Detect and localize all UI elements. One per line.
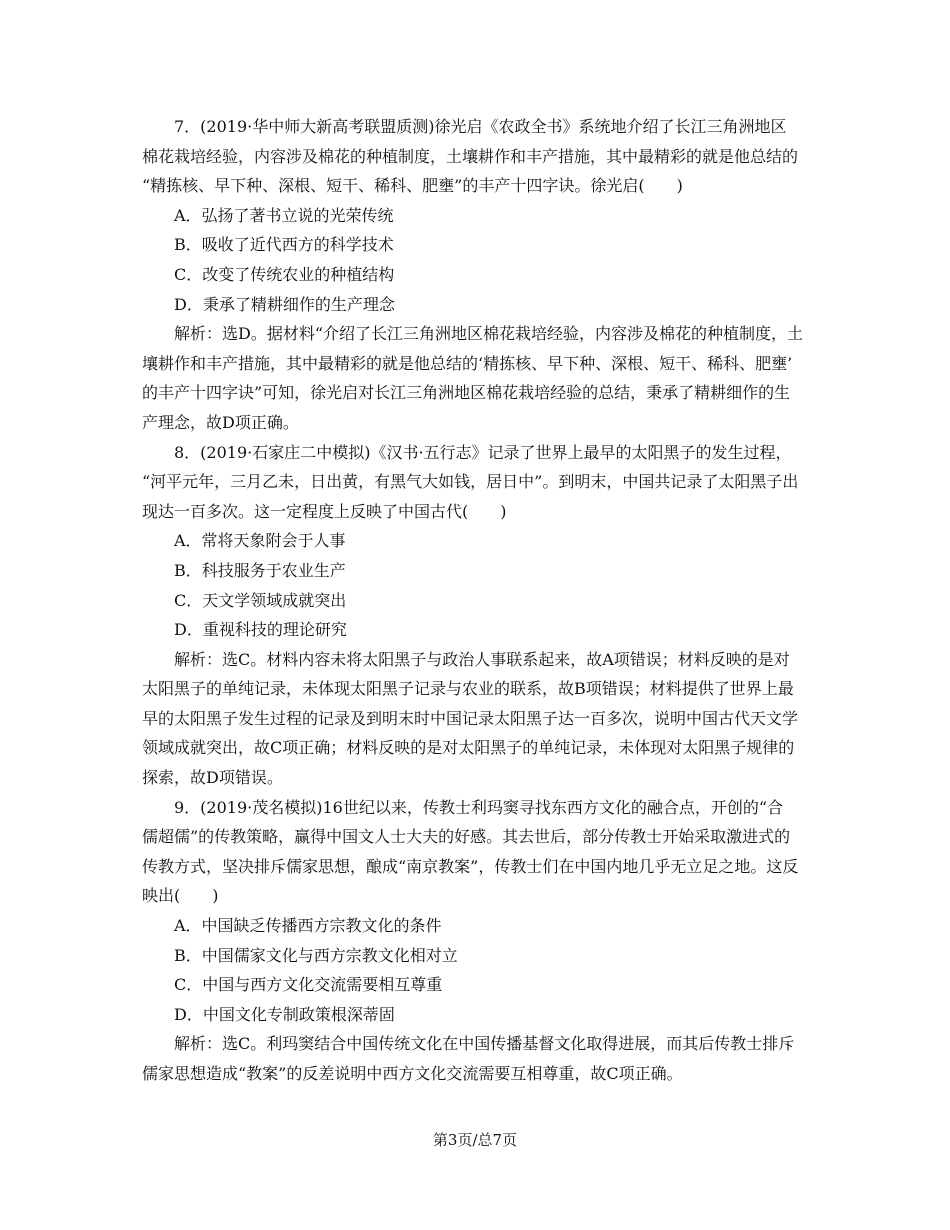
- question-stem-line: 映出( ): [142, 886, 219, 906]
- analysis-line: 的丰产十四字诀”可知，徐光启对长江三角洲地区棉花栽培经验的总结，秉承了精耕细作的生: [142, 383, 791, 403]
- option-a: A．常将天象附会于人事: [174, 531, 346, 551]
- question-stem-line: 9．(2019·茂名模拟)16世纪以来，传教士利玛窦寻找东西方文化的融合点，开创的“合: [174, 797, 784, 817]
- analysis-line: 探索，故D项错误。: [142, 768, 283, 788]
- analysis-line: 解析：选C。利玛窦结合中国传统文化在中国传播基督文化取得进展，而其后传教士排斥: [174, 1034, 795, 1054]
- question-stem-line: 8．(2019·石家庄二中模拟)《汉书·五行志》记录了世界上最早的太阳黑子的发生过程，: [174, 442, 792, 462]
- option-d: D．秉承了精耕细作的生产理念: [174, 294, 395, 314]
- analysis-line: 早的太阳黑子发生过程的记录及到明末时中国记录太阳黑子达一百多次，说明中国古代天文学: [142, 708, 799, 728]
- option-b: B．科技服务于农业生产: [174, 560, 346, 580]
- analysis-line: 产理念，故D项正确。: [142, 412, 299, 432]
- analysis-line: 太阳黑子的单纯记录，未体现太阳黑子记录与农业的联系，故B项错误；材料提供了世界上最: [142, 679, 794, 699]
- analysis-line: 儒家思想造成“教案”的反差说明中西方文化交流需要互相尊重，故C项正确。: [142, 1064, 683, 1083]
- question-stem-line: 传教方式，坚决排斥儒家思想，酿成“南京教案”，传教士们在中国内地几乎无立足之地。这反: [142, 856, 799, 876]
- analysis-line: 领域成就突出，故C项正确；材料反映的是对太阳黑子的单纯记录，未体现对太阳黑子规律的: [142, 738, 795, 758]
- option-b: B．中国儒家文化与西方宗教文化相对立: [174, 945, 458, 965]
- option-c: C．中国与西方文化交流需要相互尊重: [174, 975, 443, 995]
- page-footer: 第3页/总7页: [432, 1131, 518, 1149]
- question-7: [142, 112, 812, 438]
- option-c: C．天文学领域成就突出: [174, 590, 347, 610]
- analysis-line: 解析：选D。据材料“介绍了长江三角洲地区棉花栽培经验，内容涉及棉花的种植制度，土: [174, 324, 804, 344]
- question-stem-line: 现达一百多次。这一定程度上反映了中国古代( ): [142, 501, 507, 521]
- question-stem-line: “精拣核、早下种、深根、短干、稀科、肥壅”的丰产十四字诀。徐光启( ): [142, 176, 683, 196]
- question-stem-line: 棉花栽培经验，内容涉及棉花的种植制度，土壤耕作和丰产措施，其中最精彩的就是他总结的: [142, 146, 799, 166]
- question-stem-line: 7．(2019·华中师大新高考联盟质测)徐光启《农政全书》系统地介绍了长江三角洲地区: [174, 117, 787, 136]
- option-a: A．弘扬了著书立说的光荣传统: [174, 205, 394, 225]
- question-stem-line: “河平元年，三月乙未，日出黄，有黑气大如钱，居日中”。到明末，中国共记录了太阳黑子出: [142, 472, 799, 492]
- option-c: C．改变了传统农业的种植结构: [174, 264, 395, 284]
- question-9: [142, 793, 812, 1089]
- option-d: D．重视科技的理论研究: [174, 620, 347, 640]
- document-body: [142, 112, 812, 1089]
- option-a: A．中国缺乏传播西方宗教文化的条件: [174, 916, 442, 936]
- option-b: B．吸收了近代西方的科学技术: [174, 235, 394, 255]
- analysis-line: 壤耕作和丰产措施，其中最精彩的就是他总结的‘精拣核、早下种、深根、短干、稀科、肥壅’: [142, 353, 793, 373]
- option-d: D．中国文化专制政策根深蒂固: [174, 1004, 395, 1024]
- analysis-line: 解析：选C。材料内容未将太阳黑子与政治人事联系起来，故A项错误；材料反映的是对: [174, 649, 790, 669]
- question-stem-line: 儒超儒”的传教策略，赢得中国文人士大夫的好感。其去世后，部分传教士开始采取激进式的: [142, 827, 791, 847]
- question-8: [142, 438, 812, 793]
